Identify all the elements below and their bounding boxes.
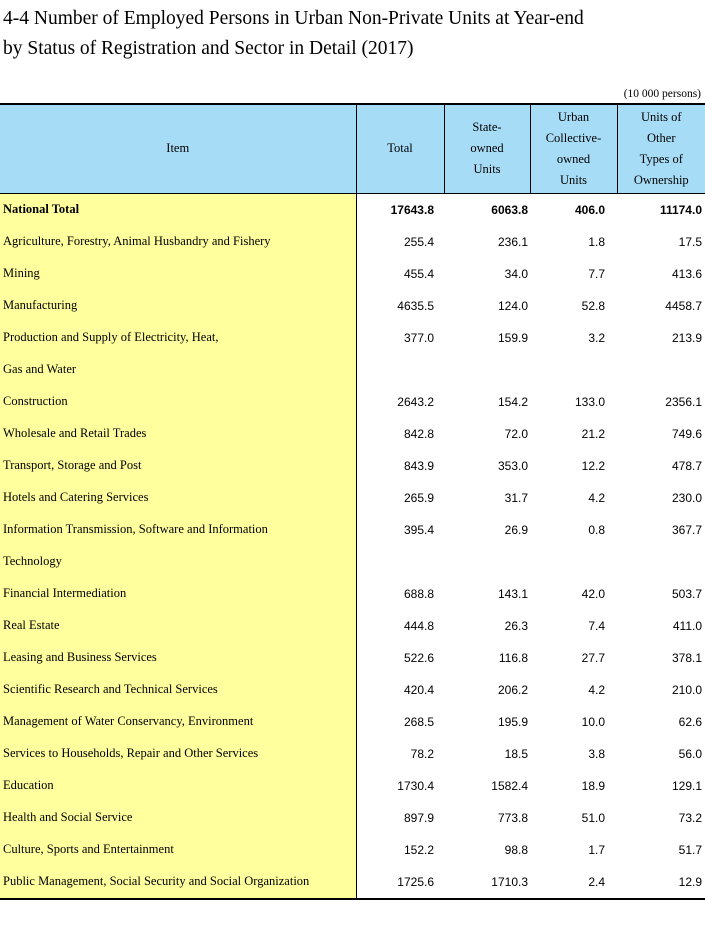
row-item-label: Management of Water Conservancy, Environment <box>0 706 356 738</box>
table-title <box>3 4 584 64</box>
row-item-label: Transport, Storage and Post <box>0 450 356 482</box>
cell-state-owned: 1710.3 <box>444 866 530 899</box>
cell-total: 1730.4 <box>397 778 434 793</box>
row-item-label: Production and Supply of Electricity, Heat, <box>0 322 356 354</box>
cell-state-owned: 773.8 <box>497 810 528 825</box>
table-row <box>0 482 705 514</box>
table-row <box>0 578 705 610</box>
cell-total: 377.0 <box>403 330 434 345</box>
header-line: Total <box>387 141 413 156</box>
row-item-label: National Total <box>0 193 356 226</box>
table-row <box>0 866 705 899</box>
row-item-label: Hotels and Catering Services <box>0 482 356 514</box>
cell-total: 1725.6 <box>356 866 444 899</box>
cell-other-ownership: 378.1 <box>671 650 702 665</box>
header-line: owned <box>556 151 591 166</box>
row-item-label: Health and Social Service <box>0 802 356 834</box>
cell-total: 395.4 <box>403 522 434 537</box>
row-item-label: Wholesale and Retail Trades <box>0 418 356 450</box>
row-item-label: Scientific Research and Technical Services <box>0 674 356 706</box>
table-row <box>0 354 705 386</box>
cell-other-ownership: 478.7 <box>671 458 702 473</box>
header-line: Item <box>166 141 190 156</box>
cell-state-owned: 236.1 <box>497 234 528 249</box>
table-row <box>0 738 705 770</box>
row-item-label: Information Transmission, Software and Information <box>0 514 356 546</box>
cell-other-ownership <box>617 546 705 578</box>
cell-urban-collective: 133.0 <box>574 394 605 409</box>
header-line: Types of <box>639 151 683 166</box>
table-row <box>0 258 705 290</box>
table-row <box>0 706 705 738</box>
cell-total: 17643.8 <box>390 202 434 217</box>
cell-urban-collective: 7.7 <box>588 266 605 281</box>
cell-total: 265.9 <box>403 490 434 505</box>
cell-urban-collective: 21.2 <box>581 426 605 441</box>
cell-total: 255.4 <box>403 234 434 249</box>
cell-other-ownership: 230.0 <box>671 490 702 505</box>
cell-state-owned: 18.5 <box>504 746 528 761</box>
cell-total: 522.6 <box>403 650 434 665</box>
row-item-label: Real Estate <box>0 610 356 642</box>
row-item-label: Construction <box>0 386 356 418</box>
cell-state-owned: 206.2 <box>497 682 528 697</box>
cell-urban-collective: 3.2 <box>588 330 605 345</box>
cell-total <box>356 354 444 386</box>
header-line: Units of <box>640 109 682 124</box>
cell-state-owned: 195.9 <box>497 714 528 729</box>
cell-state-owned: 26.9 <box>504 522 528 537</box>
cell-other-ownership: 210.0 <box>671 682 702 697</box>
cell-other-ownership: 213.9 <box>671 330 702 345</box>
cell-urban-collective: 1.7 <box>588 842 605 857</box>
cell-state-owned: 98.8 <box>504 842 528 857</box>
cell-other-ownership: 17.5 <box>678 234 702 249</box>
cell-other-ownership: 12.9 <box>617 866 705 899</box>
cell-total: 444.8 <box>403 618 434 633</box>
cell-total: 268.5 <box>403 714 434 729</box>
header-line: Units <box>473 162 501 177</box>
header-state-owned <box>444 104 530 193</box>
row-item-label: Leasing and Business Services <box>0 642 356 674</box>
table-row <box>0 386 705 418</box>
cell-other-ownership: 11174.0 <box>659 202 702 217</box>
table-row <box>0 290 705 322</box>
row-item-label: Gas and Water <box>0 354 356 386</box>
table-body <box>0 193 705 899</box>
cell-total: 420.4 <box>403 682 434 697</box>
table-row <box>0 322 705 354</box>
cell-state-owned: 26.3 <box>504 618 528 633</box>
table-row <box>0 418 705 450</box>
table-row <box>0 770 705 802</box>
cell-other-ownership: 4458.7 <box>665 298 702 313</box>
table-row <box>0 450 705 482</box>
cell-urban-collective: 27.7 <box>581 650 605 665</box>
cell-total: 4635.5 <box>397 298 434 313</box>
header-total <box>356 104 444 193</box>
header-line: Urban <box>557 109 590 124</box>
title-line-1: 4-4 Number of Employed Persons in Urban Non-Private Units at Year-end <box>3 8 584 29</box>
cell-urban-collective: 12.2 <box>581 458 605 473</box>
header-line: Ownership <box>633 172 689 187</box>
cell-urban-collective: 42.0 <box>581 586 605 601</box>
table-row <box>0 226 705 258</box>
cell-total: 897.9 <box>403 810 434 825</box>
cell-total: 688.8 <box>403 586 434 601</box>
cell-state-owned: 34.0 <box>504 266 528 281</box>
employment-table <box>0 103 705 900</box>
header-urban-collective <box>530 104 617 193</box>
cell-state-owned: 116.8 <box>498 650 528 665</box>
title-line-2: by Status of Registration and Sector in Detail (2017) <box>3 38 414 59</box>
cell-state-owned <box>444 354 530 386</box>
row-item-label: Mining <box>0 258 356 290</box>
table-row <box>0 514 705 546</box>
cell-other-ownership: 503.7 <box>671 586 702 601</box>
table-row <box>0 546 705 578</box>
row-item-label: Education <box>0 770 356 802</box>
cell-state-owned: 6063.8 <box>491 202 528 217</box>
header-line: Collective- <box>545 130 602 145</box>
table-row <box>0 674 705 706</box>
cell-state-owned: 154.2 <box>497 394 528 409</box>
cell-other-ownership: 2356.1 <box>665 394 702 409</box>
cell-other-ownership: 749.6 <box>671 426 702 441</box>
cell-urban-collective: 10.0 <box>581 714 605 729</box>
cell-other-ownership: 413.6 <box>671 266 702 281</box>
cell-urban-collective: 4.2 <box>588 490 605 505</box>
cell-urban-collective: 1.8 <box>588 234 605 249</box>
row-item-label: Public Management, Social Security and Social Organization <box>0 866 356 899</box>
cell-urban-collective: 2.4 <box>530 866 617 899</box>
cell-urban-collective: 0.8 <box>588 522 605 537</box>
cell-other-ownership: 51.7 <box>678 842 702 857</box>
unit-label: (10 000 persons) <box>623 88 701 100</box>
header-line: owned <box>470 141 504 156</box>
cell-total <box>356 546 444 578</box>
cell-urban-collective: 4.2 <box>588 682 605 697</box>
row-item-label: Manufacturing <box>0 290 356 322</box>
cell-total: 842.8 <box>403 426 434 441</box>
cell-total: 455.4 <box>403 266 434 281</box>
cell-state-owned: 31.7 <box>504 490 528 505</box>
cell-urban-collective: 51.0 <box>581 810 605 825</box>
table-row <box>0 193 705 226</box>
cell-urban-collective <box>530 546 617 578</box>
cell-other-ownership: 411.0 <box>672 618 702 633</box>
cell-state-owned: 124.0 <box>497 298 528 313</box>
cell-state-owned: 72.0 <box>504 426 528 441</box>
header-other-ownership <box>617 104 705 193</box>
cell-total: 2643.2 <box>397 394 434 409</box>
cell-state-owned: 1582.4 <box>491 778 528 793</box>
cell-state-owned: 353.0 <box>497 458 528 473</box>
header-line: Units <box>559 172 588 187</box>
row-item-label: Financial Intermediation <box>0 578 356 610</box>
table-row <box>0 642 705 674</box>
row-item-label: Agriculture, Forestry, Animal Husbandry and Fishery <box>0 226 356 258</box>
cell-total: 843.9 <box>403 458 434 473</box>
cell-state-owned: 143.1 <box>497 586 528 601</box>
cell-total: 152.2 <box>403 842 434 857</box>
table-row <box>0 802 705 834</box>
cell-urban-collective: 52.8 <box>581 298 605 313</box>
cell-other-ownership: 367.7 <box>671 522 702 537</box>
table-row <box>0 610 705 642</box>
cell-other-ownership: 73.2 <box>678 810 702 825</box>
header-row <box>0 104 705 193</box>
header-item <box>0 104 356 193</box>
cell-urban-collective: 18.9 <box>581 778 605 793</box>
cell-other-ownership: 62.6 <box>678 714 702 729</box>
header-line: Other <box>647 130 676 145</box>
row-item-label: Culture, Sports and Entertainment <box>0 834 356 866</box>
cell-other-ownership <box>617 354 705 386</box>
row-item-label: Technology <box>0 546 356 578</box>
cell-state-owned <box>444 546 530 578</box>
cell-urban-collective: 7.4 <box>588 618 605 633</box>
cell-other-ownership: 129.1 <box>671 778 702 793</box>
cell-total: 78.2 <box>410 746 434 761</box>
row-item-label: Services to Households, Repair and Other Services <box>0 738 356 770</box>
cell-urban-collective <box>530 354 617 386</box>
header-line: State- <box>472 120 502 135</box>
cell-urban-collective: 3.8 <box>588 746 605 761</box>
table-row <box>0 834 705 866</box>
cell-urban-collective: 406.0 <box>574 202 605 217</box>
cell-state-owned: 159.9 <box>497 330 528 345</box>
cell-other-ownership: 56.0 <box>678 746 702 761</box>
